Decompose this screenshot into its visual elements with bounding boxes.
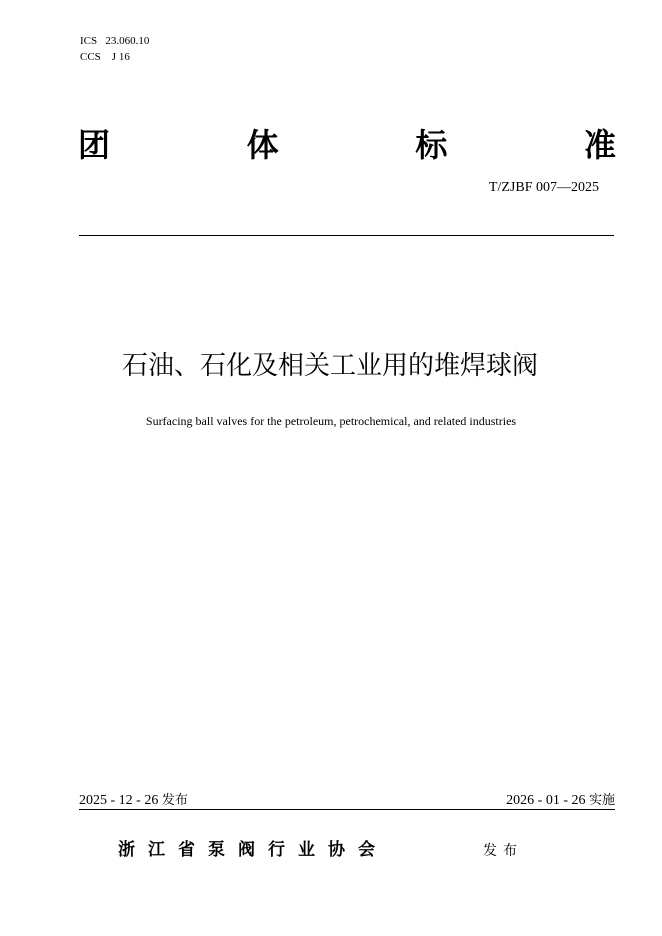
issue-date-line [79, 792, 188, 810]
title-english: Surfacing ball valves for the petroleum, petrochemical, and related industries [145, 414, 517, 428]
implementation-label: 实施 [588, 793, 615, 808]
implementation-date: 2026 - 01 - 26 [506, 793, 586, 808]
bottom-divider [79, 809, 615, 810]
standard-type-char: 标 [415, 126, 448, 164]
standard-type-char: 体 [246, 126, 279, 164]
title-chinese-text: 石油、石化及相关工业用的堆焊球阀 [121, 351, 538, 381]
publisher-name: 浙江省泵阀行业协会 [118, 840, 388, 860]
standard-type-heading [78, 122, 616, 168]
ccs-code: CCS J 16 [80, 51, 130, 63]
publisher-action: 发布 [483, 843, 523, 859]
standard-number: T/ZJBF 007—2025 [488, 180, 599, 195]
standard-type-char: 准 [583, 126, 616, 164]
issue-label: 发布 [161, 793, 188, 808]
implementation-date-line [506, 792, 615, 810]
issue-date: 2025 - 12 - 26 [79, 793, 159, 808]
ics-code: ICS 23.060.10 [80, 35, 150, 47]
standard-type-char: 团 [78, 126, 111, 164]
top-divider [79, 235, 614, 236]
title-chinese [0, 346, 662, 386]
